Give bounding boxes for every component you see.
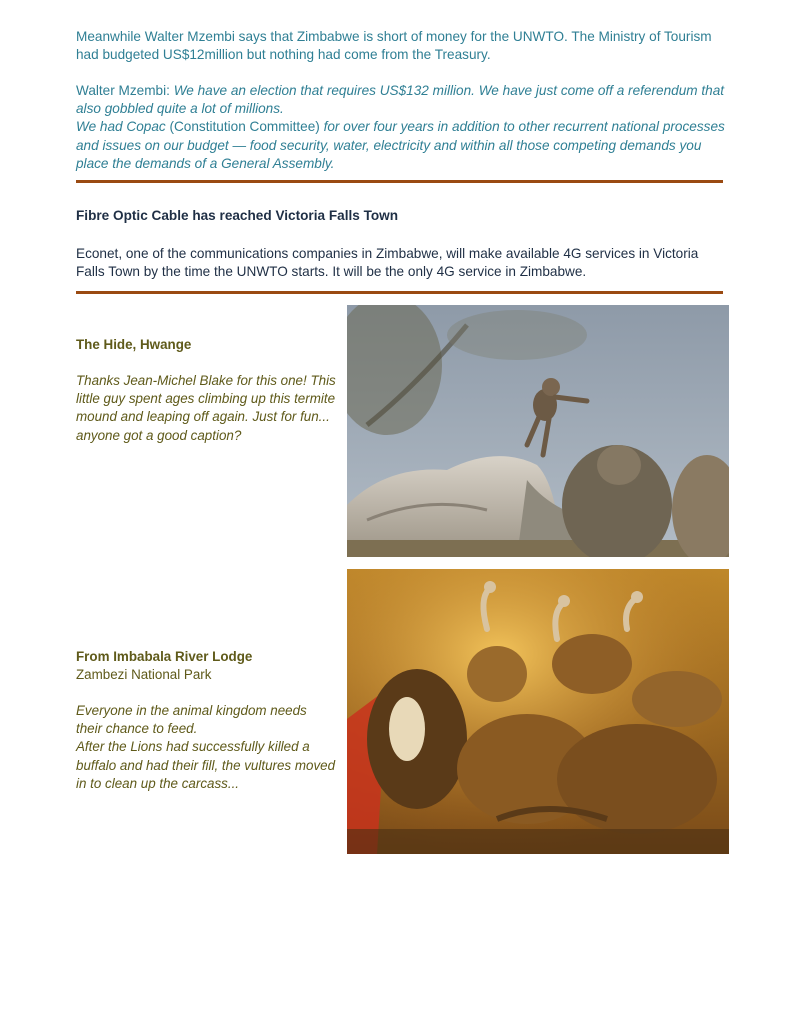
- quote-line-1: We have an election that requires US$132 million. We have just come off a referendum that also gobbled quite a lot of millions.: [76, 83, 725, 117]
- baboon-photo: [347, 305, 729, 557]
- hide-title: The Hide, Hwange: [76, 337, 192, 352]
- quote-line-2c: for over four years in addition to other recurrent national processes and issues on our budget — food security, water, electricity and within all those competing demands you place the demands of a General Assembly.: [76, 119, 725, 171]
- section-divider: [76, 291, 723, 294]
- quote-line-2a: We had Copac: [76, 119, 170, 135]
- lodge-caption: [76, 702, 336, 793]
- mzembi-quote: [76, 82, 726, 173]
- lodge-subtitle: Zambezi National Park: [76, 667, 212, 682]
- baboon-photo-image: [347, 305, 729, 557]
- fibre-paragraph: Econet, one of the communications companies in Zimbabwe, will make available 4G services in Victoria Falls Town by the time the UNWTO starts. It will be the only 4G service in Zimbabwe.: [76, 246, 699, 280]
- lodge-caption-2: After the Lions had successfully killed a buffalo and had their fill, the vultures moved in to clean up the carcass...: [76, 739, 336, 791]
- section-divider: [76, 180, 723, 183]
- quote-speaker: Walter Mzembi:: [76, 83, 174, 98]
- fibre-heading: Fibre Optic Cable has reached Victoria Falls Town: [76, 208, 399, 223]
- lodge-caption-1: Everyone in the animal kingdom needs their chance to feed.: [76, 703, 307, 737]
- vultures-photo: [347, 569, 729, 854]
- hide-caption: Thanks Jean-Michel Blake for this one! This little guy spent ages climbing up this termite mound and leaping off again. Just for fun... anyone got a good caption?: [76, 373, 336, 443]
- intro-paragraph: Meanwhile Walter Mzembi says that Zimbabwe is short of money for the UNWTO. The Ministry of Tourism had budgeted US$12million but nothing had come from the Treasury.: [76, 29, 712, 63]
- quote-line-2b: (Constitution Committee): [169, 119, 320, 135]
- lodge-title: From Imbabala River Lodge: [76, 649, 253, 664]
- vultures-photo-image: [347, 569, 729, 854]
